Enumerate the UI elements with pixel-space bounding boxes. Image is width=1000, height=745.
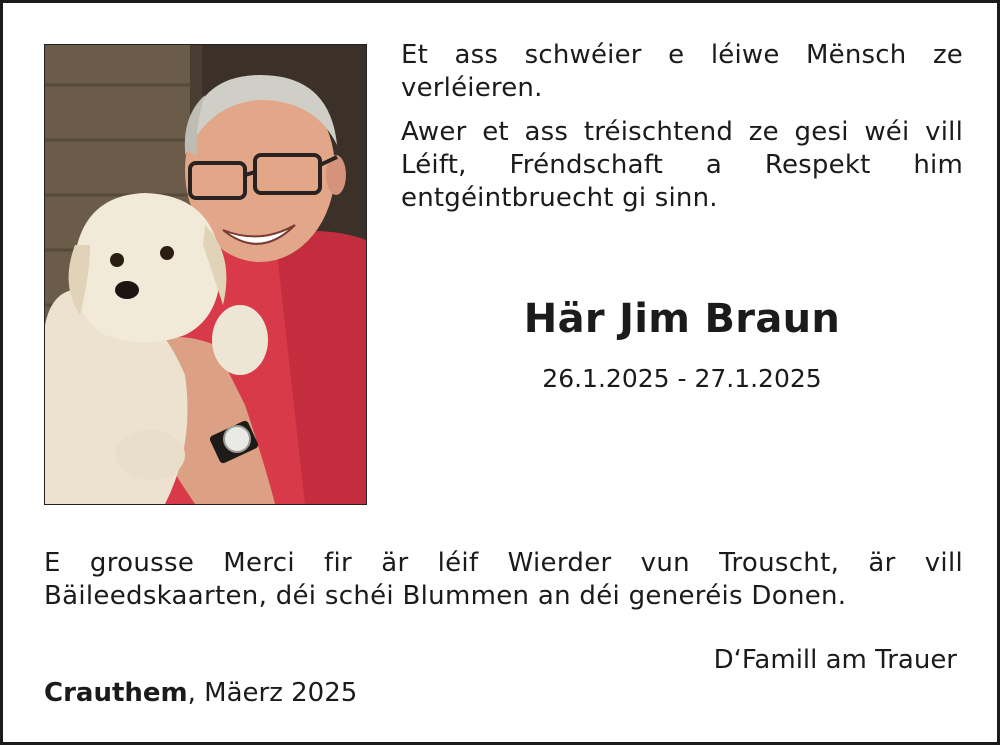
verse-line-2: Awer et ass tréischtend ze gesi wéi vill Léift, Fréndschaft a Respekt him entgéintbruecht gi sinn.: [401, 117, 963, 213]
place-date: , Mäerz 2025: [187, 678, 358, 708]
life-dates: 26.1.2025 - 27.1.2025: [542, 364, 822, 393]
place-date-line: [44, 677, 357, 710]
deceased-name: Här Jim Braun: [523, 296, 841, 342]
place-name: Crauthem: [44, 678, 188, 708]
portrait-photo: [44, 44, 367, 505]
thanks-text: E grousse Merci fir är léif Wierder vun Trouscht, är vill Bäileedskaarten, déi schéi Blummen an déi generéis Donen.: [44, 548, 963, 611]
family-signature: D‘Famill am Trauer: [713, 645, 957, 675]
verse-line-1: Et ass schwéier e léiwe Mënsch ze verléieren.: [401, 40, 963, 103]
